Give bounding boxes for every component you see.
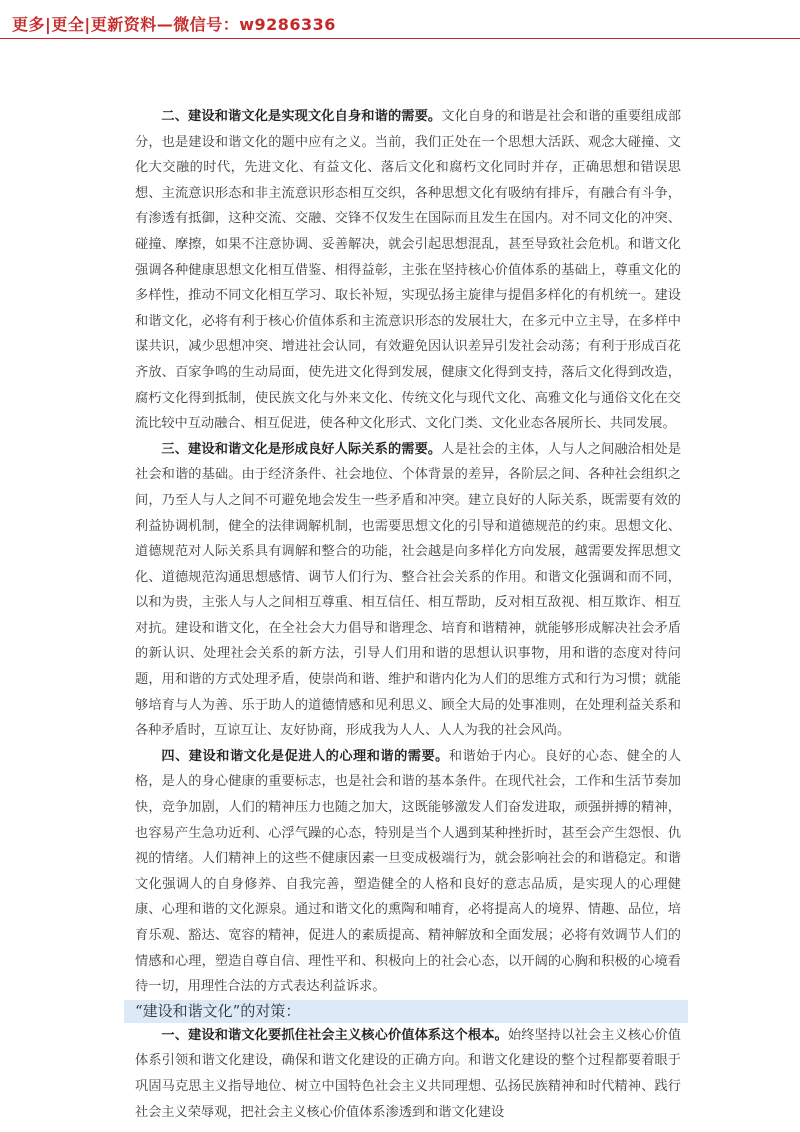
paragraph-section-4: [135, 744, 681, 1000]
paragraph-text: 文化自身的和谐是社会和谐的重要组成部分，也是建设和谐文化的题中应有之义。当前，我们正处在一个思想大活跃、观念大碰撞、文化大交融的时代，先进文化、有益文化、落后文化和腐朽文化同时并存，正确思想和错误思想、主流意识形态和非主流意识形态相互交织，各种思想文化有吸纳有排斥，有融合有斗争，有渗透有抵御，这种交流、交融、交锋不仅发生在国际而且发生在国内。对不同文化的冲突、碰撞、摩擦，如果不注意协调、妥善解决，就会引起思想混乱，甚至导致社会危机。和谐文化强调各种健康思想文化相互借鉴、相得益彰，主张在坚持核心价值体系的基础上，尊重文化的多样性，推动不同文化相互学习、取长补短，实现弘扬主旋律与提倡多样化的有机统一。建设和谐文化，必将有利于核心价值体系和主流意识形态的发展壮大，在多元中立主导，在多样中谋共识，减少思想冲突、增进社会认同，有效避免因认识差异引发社会动荡；有利于形成百花齐放、百家争鸣的生动局面，使先进文化得到发展，健康文化得到支持，落后文化得到改造，腐朽文化得到抵制，使民族文化与外来文化、传统文化与现代文化、高雅文化与通俗文化在交流比较中互动融合、相互促进，使各种文化形式、文化门类、文化业态各展所长、共同发展。: [135, 109, 682, 432]
paragraph-text: 始终坚持以社会主义核心价值体系引领和谐文化建设，确保和谐文化建设的正确方向。和谐文化建设的整个过程都要着眼于巩固马克思主义指导地位、树立中国特色社会主义共同理想、弘扬民族精神和时代精神、践行社会主义荣辱观，把社会主义核心价值体系渗透到和谐文化建设: [135, 1027, 681, 1120]
paragraph-lead: 一、建设和谐文化要抓住社会主义核心价值体系这个根本。: [161, 1027, 508, 1043]
top-banner: [0, 0, 800, 40]
banner-divider: [0, 38, 800, 39]
paragraph-lead: 四、建设和谐文化是促进人的心理和谐的需要。: [161, 748, 449, 764]
paragraph-section-2: [135, 104, 681, 437]
document-body: [135, 104, 681, 1125]
paragraph-lead: 三、建设和谐文化是形成良好人际关系的需要。: [161, 441, 442, 457]
paragraph-text: 和谐始于内心。良好的心态、健全的人格，是人的身心健康的重要标志，也是社会和谐的基本条件。在现代社会，工作和生活节奏加快，竞争加剧，人们的精神压力也随之加大，这既能够激发人们奋发进取，顽强拼搏的精神，也容易产生急功近利、心浮气躁的心态，特别是当个人遇到某种挫折时，甚至会产生怨恨、仇视的情绪。人们精神上的这些不健康因素一旦变成极端行为，就会影响社会的和谐稳定。和谐文化强调人的自身修养、自我完善，塑造健全的人格和良好的意志品质，是实现人的心理健康、心理和谐的文化源泉。通过和谐文化的熏陶和哺育，必将提高人的境界、情趣、品位，培育乐观、豁达、宽容的精神，促进人的素质提高、精神解放和全面发展；必将有效调节人们的情感和心理，塑造自尊自信、理性平和、积极向上的社会心态，以开阔的心胸和积极的心境看待一切，用理性合法的方式表达利益诉求。: [135, 748, 682, 995]
paragraph-text: 人是社会的主体，人与人之间融洽相处是社会和谐的基础。由于经济条件、社会地位、个体背景的差异，各阶层之间、各种社会组织之间，乃至人与人之间不可避免地会发生一些矛盾和冲突。建立良好的人际关系，既需要有效的利益协调机制，健全的法律调解机制，也需要思想文化的引导和道德规范的约束。思想文化、道德规范对人际关系具有调解和整合的功能，社会越是向多样化方向发展，越需要发挥思想文化、道德规范沟通思想感情、调节人们行为、整合社会关系的作用。和谐文化强调和而不同，以和为贵，主张人与人之间相互尊重、相互信任、相互帮助，反对相互敌视、相互欺诈、相互对抗。建设和谐文化，在全社会大力倡导和谐理念、培育和谐精神，就能够形成解决社会矛盾的新认识、处理社会关系的新方法，引导人们用和谐的思想认识事物，用和谐的态度对待问题，用和谐的方式处理矛盾，使崇尚和谐、维护和谐内化为人们的思维方式和行为习惯；就能够培育与人为善、乐于助人的道德情感和见利思义、顾全大局的处事准则，在处理利益关系和各种矛盾时，互谅互让、友好协商，形成我为人人、人人为我的社会风尚。: [135, 441, 682, 739]
paragraph-section-3: [135, 437, 681, 744]
paragraph-lead: 二、建设和谐文化是实现文化自身和谐的需要。: [161, 109, 442, 124]
countermeasures-heading: “建设和谐文化”的对策：: [124, 1000, 688, 1023]
paragraph-countermeasure-1: [135, 1023, 681, 1125]
banner-text: 更多|更全|更新资料—微信号：w9286336: [12, 15, 336, 34]
